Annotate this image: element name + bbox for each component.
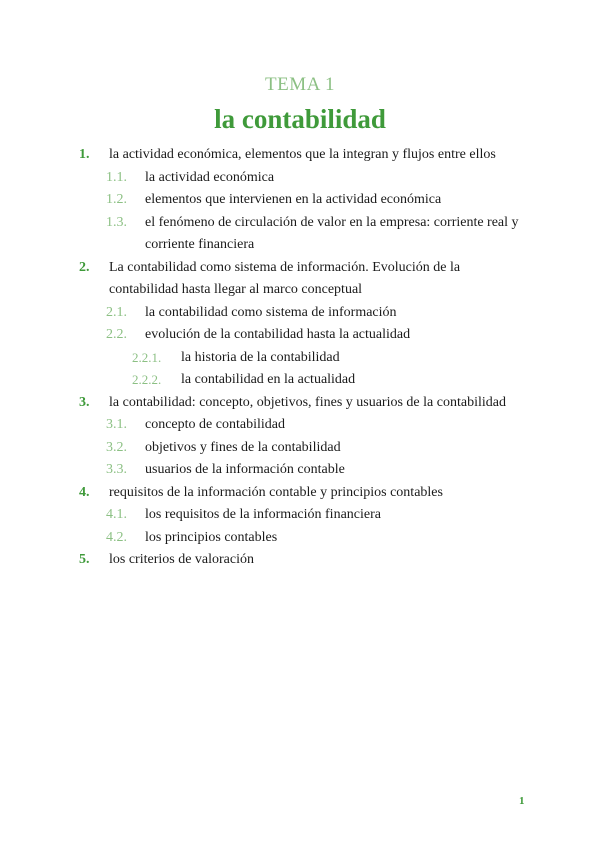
toc-entry-level-2 (0, 302, 600, 325)
toc-entry-text: la contabilidad como sistema de información (145, 304, 397, 320)
toc-entry-level-2 (0, 504, 600, 527)
toc-entry-level-2 (0, 414, 600, 437)
toc-entry-number: 1.1. (106, 169, 127, 185)
toc-entry-number: 4.1. (106, 507, 127, 522)
toc-entry-level-1 (0, 257, 600, 302)
toc-entry-level-3 (0, 369, 600, 392)
toc-entry-number: 3. (79, 394, 90, 410)
toc-entry-number: 2.1. (106, 304, 127, 320)
toc-entry-text: los requisitos de la información financiera (145, 507, 381, 522)
toc-entry-level-3 (0, 347, 600, 370)
toc-entry-number: 4.2. (106, 529, 127, 545)
toc-entry-text: evolución de la contabilidad hasta la actualidad (145, 327, 411, 342)
toc-entry-number: 2.2.1. (132, 349, 162, 365)
toc-entry-text: la historia de la contabilidad (181, 349, 340, 365)
toc-entry-number: 4. (79, 484, 90, 500)
toc-entry-level-2 (0, 459, 600, 482)
toc-entry-number: 1. (79, 147, 90, 162)
toc-entry-level-1 (0, 482, 600, 505)
toc-entry-text: la contabilidad en la actualidad (181, 372, 356, 387)
table-of-contents (0, 144, 600, 572)
toc-entry-text: concepto de contabilidad (145, 417, 285, 432)
toc-entry-level-1 (0, 144, 600, 167)
toc-entry-number: 3.1. (106, 417, 127, 432)
toc-entry-text: el fenómeno de circulación de valor en la empresa: corriente real y corriente financiera (145, 214, 519, 252)
toc-entry-level-1 (0, 392, 600, 415)
toc-entry-level-1 (0, 549, 600, 572)
toc-entry-text: elementos que intervienen en la actividad económica (145, 192, 442, 207)
toc-entry-level-2 (0, 189, 600, 212)
toc-entry-text: la actividad económica (145, 169, 275, 185)
toc-entry-level-2 (0, 437, 600, 460)
toc-entry-level-2 (0, 324, 600, 347)
toc-entry-text: los principios contables (145, 529, 278, 545)
toc-entry-level-2 (0, 167, 600, 190)
chapter-title: la contabilidad (214, 104, 386, 134)
toc-entry-text: La contabilidad como sistema de información. Evolución de la contabilidad hasta llegar al marco conceptual (109, 259, 461, 297)
toc-entry-number: 3.2. (106, 439, 127, 455)
toc-entry-text: usuarios de la información contable (145, 462, 345, 477)
toc-entry-number: 2.2.2. (132, 372, 162, 387)
toc-entry-number: 2.2. (106, 327, 127, 342)
toc-entry-number: 1.2. (106, 192, 127, 207)
chapter-label: TEMA 1 (264, 74, 336, 95)
toc-entry-text: la contabilidad: concepto, objetivos, fines y usuarios de la contabilidad (109, 394, 506, 410)
toc-entry-text: la actividad económica, elementos que la integran y flujos entre ellos (109, 147, 496, 162)
toc-entry-text: objetivos y fines de la contabilidad (145, 439, 341, 455)
toc-entry-level-2 (0, 212, 600, 257)
toc-entry-number: 2. (79, 259, 90, 275)
toc-entry-text: requisitos de la información contable y principios contables (109, 484, 443, 500)
toc-entry-number: 3.3. (106, 462, 127, 477)
toc-entry-text: los criterios de valoración (109, 552, 255, 567)
toc-entry-level-2 (0, 527, 600, 550)
page-number: 1 (519, 795, 525, 807)
toc-entry-number: 5. (79, 552, 90, 567)
toc-entry-number: 1.3. (106, 214, 127, 230)
